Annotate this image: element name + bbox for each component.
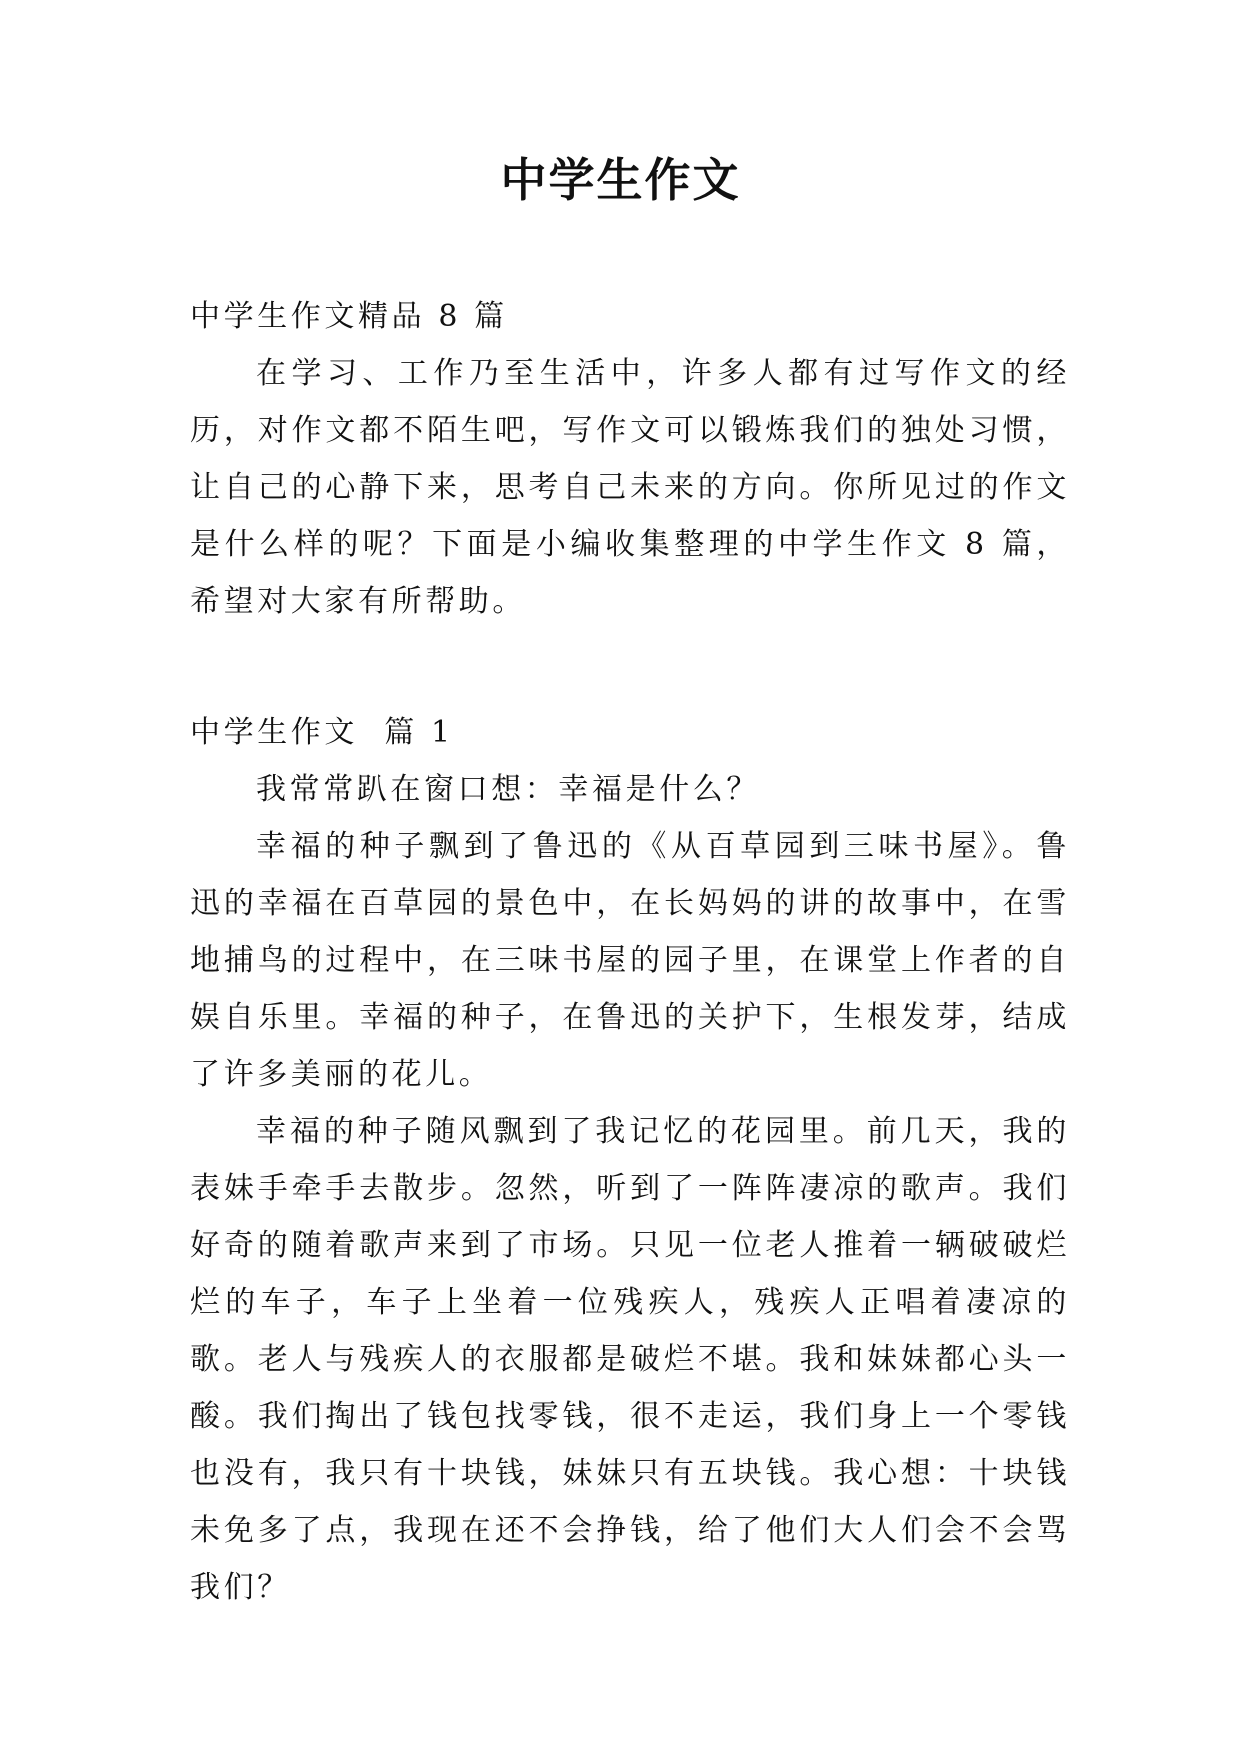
intro-paragraph: 在学习、工作乃至生活中，许多人都有过写作文的经历，对作文都不陌生吧，写作文可以锻炼我们的独处习惯，让自己的心静下来，思考自己未来的方向。你所见过的作文是什么样的呢？下面是小编收集整理的中学生作文 8 篇，希望对大家有所帮助。 (190, 356, 1070, 619)
document-body (190, 288, 1070, 1616)
document-title: 中学生作文 (500, 153, 741, 207)
section-heading: 中学生作文 篇 1 (190, 715, 454, 750)
body-paragraph: 幸福的种子飘到了鲁迅的《从百草园到三味书屋》。鲁迅的幸福在百草园的景色中，在长妈妈的讲的故事中，在雪地捕鸟的过程中，在三味书屋的园子里，在课堂上作者的自娱自乐里。幸福的种子，在鲁迅的关护下，生根发芽，结成了许多美丽的花儿。 (190, 829, 1070, 1092)
section-spacer (190, 630, 1070, 704)
body-paragraph: 幸福的种子随风飘到了我记忆的花园里。前几天，我的表妹手牵手去散步。忽然，听到了一阵阵凄凉的歌声。我们好奇的随着歌声来到了市场。只见一位老人推着一辆破破烂烂的车子，车子上坐着一位残疾人，残疾人正唱着凄凉的歌。老人与残疾人的衣服都是破烂不堪。我和妹妹都心头一酸。我们掏出了钱包找零钱，很不走运，我们身上一个零钱也没有，我只有十块钱，妹妹只有五块钱。我心想：十块钱未免多了点，我现在还不会挣钱，给了他们大人们会不会骂我们？ (190, 1114, 1070, 1605)
body-paragraph: 我常常趴在窗口想：幸福是什么？ (256, 772, 760, 807)
document-subtitle: 中学生作文精品 8 篇 (190, 299, 508, 334)
